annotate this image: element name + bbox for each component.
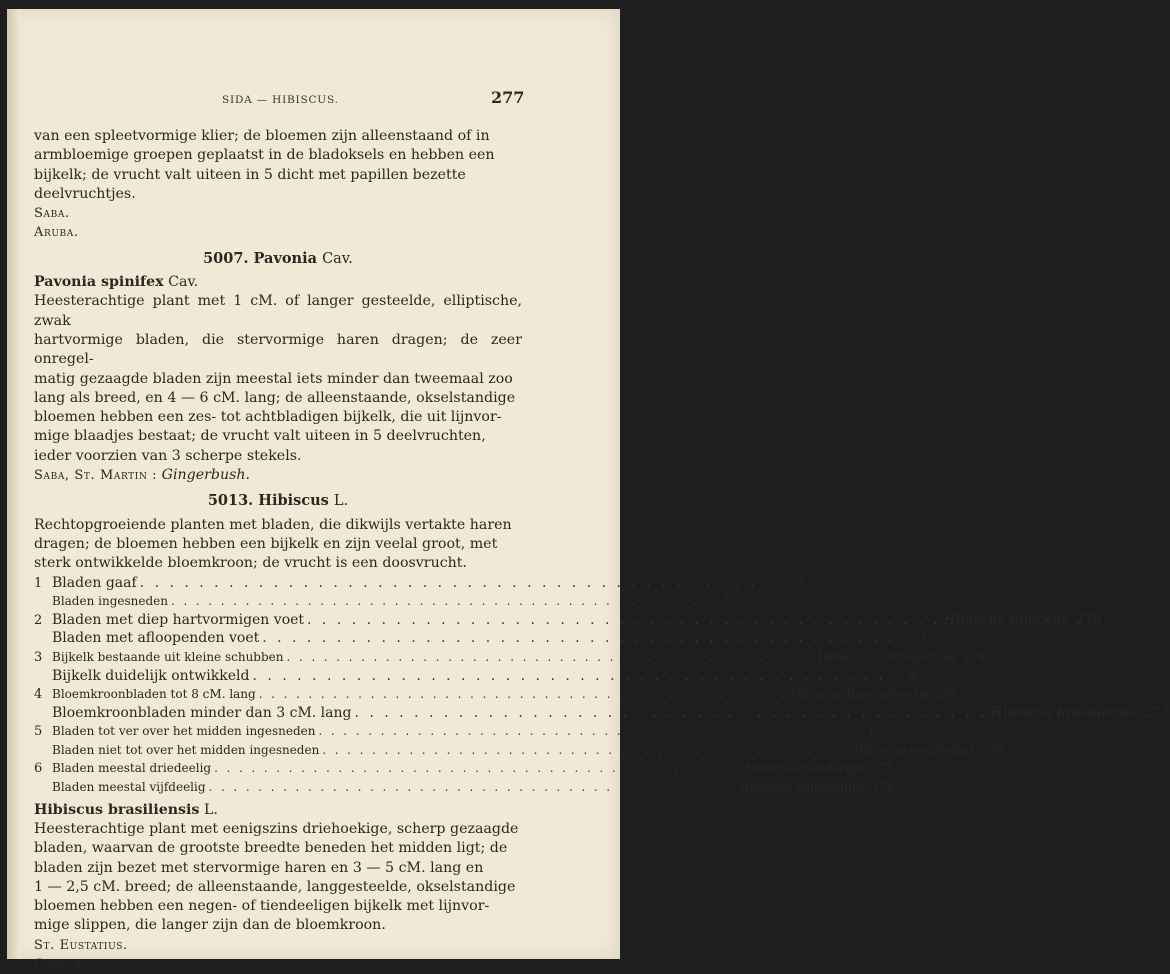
page-body (34, 127, 1170, 974)
key-lead-text: Bladen met diep hartvormigen voet (52, 611, 305, 628)
locality-text: Saba, St. Martin : (34, 468, 158, 484)
text-line: van een spleetvormige klier; de bloemen zijn alleenstaand of in (34, 128, 490, 144)
key-result-page: 278 (981, 742, 1004, 757)
key-result-page: 277 (1143, 704, 1170, 721)
species-heading-pavonia-spinifex (34, 273, 522, 292)
key-result-taxon: Hibiscus brasiliensis (990, 704, 1138, 721)
key-lead-text: Bladen ingesneden (52, 594, 168, 609)
key-dot-leader: . . . . . . . . . . . . . . . . . . . . . . . . . . . . . . . . . . . . . . . . . . . (322, 742, 851, 757)
text-line: bloemen hebben een negen- of tiendeeligen bijkelk met lijnvor- (34, 898, 490, 915)
key-result (745, 759, 893, 778)
key-result (790, 685, 958, 704)
running-title: SIDA — HIBISCUS. (222, 94, 339, 106)
key-dot-leader: . . . . . . . . . . . . . . . . . . . . . . . . . . . . . . . . . . . . . . . . . . . (318, 724, 847, 739)
species-author: Cav. (168, 274, 199, 291)
text-line: bladen, waarvan de grootste breedte beneden het midden ligt; de (34, 840, 508, 857)
text-line: lang als breed, en 4 — 6 cM. lang; de alleenstaande, okselstandige (34, 389, 516, 406)
key-result (702, 592, 730, 611)
key-couplet-number: 6 (34, 761, 43, 777)
key-result-page: 278 (934, 687, 958, 702)
key-result-page: 2 (795, 574, 804, 591)
text-line: bloemen hebben een zes- tot achtbladigen bijkelk, die uit lijnvor- (34, 409, 502, 426)
key-lead-text: Bladen niet tot over het midden ingesneden (52, 742, 320, 757)
key-dot-leader: . . . . . . . . . . . . . . . . . . . . . . . . . . . . . . . . . . . . . . . . . . . (139, 574, 773, 591)
key-result-page: 6 (870, 724, 878, 739)
key-result-taxon: Hibiscus esculentus (853, 742, 976, 757)
species-author: L. (203, 801, 218, 818)
brasiliensis-description (34, 820, 522, 936)
key-result (854, 741, 1004, 760)
locality-st-eustatius: St. Eustatius. (34, 937, 128, 953)
key-dot-leader: . . . . . . . . . . . . . . . . . . . . . . . . . . . . . . . . . . . . . . . . . . . (354, 704, 988, 721)
hibiscus-description (34, 516, 522, 574)
text-line: armbloemige groepen geplaatst in de bladoksels en hebben een (34, 147, 495, 164)
key-result (818, 648, 986, 667)
key-dot-leader: . . . . . . . . . . . . . . . . . . . . . . . . . . . . . . . . . . . . . . . . . . . (307, 611, 941, 628)
text-line: mige slippen, die langer zijn dan de bloemkroon. (34, 917, 386, 934)
key-dot-leader: . . . . . . . . . . . . . . . . . . . . . . . . . . . . . . . . . . . . . . . . . . . (262, 630, 896, 647)
key-result-page: 278 (1074, 611, 1102, 628)
genus-heading-author: Cav. (322, 250, 353, 267)
key-row (34, 741, 1004, 760)
key-result (899, 629, 927, 648)
key-lead-text: Bloemkroonbladen minder dan 3 cM. lang (52, 704, 352, 721)
key-couplet-number: 4 (34, 687, 43, 703)
text-line: Rechtopgroeiende planten met bladen, die dikwijls vertakte haren (34, 516, 512, 533)
text-line: ieder voorzien van 3 scherpe stekels. (34, 447, 302, 464)
key-dot-leader: . . . . . . . . . . . . . . . . . . . . . . . . . . . . . . . . . . . . . . . . . . . (252, 667, 886, 684)
text-line: bijkelk; de vrucht valt uiteen in 5 dicht met papillen bezette (34, 166, 466, 183)
key-result-page: 4 (907, 667, 917, 684)
key-lead-text: Bijkelk bestaande uit kleine schubben (52, 649, 284, 664)
locality-aruba: Aruba. (34, 225, 79, 241)
text-line: sterk ontwikkelde bloemkroon; de vrucht is een doosvrucht. (34, 555, 468, 572)
genus-heading-author: L. (333, 493, 349, 510)
species-heading-hibiscus-brasiliensis (34, 801, 522, 820)
key-lead-text: Bladen tot ver over het midden ingesneden (52, 724, 316, 739)
pavonia-locality (34, 466, 522, 485)
key-result-taxon: Hibiscus Rosa-sinensis (789, 687, 929, 702)
text-line: deelvruchtjes. (34, 185, 136, 202)
text-line: matig gezaagde bladen zijn meestal iets minder dan tweemaal zoo (34, 370, 513, 387)
key-row (34, 667, 917, 686)
key-result-page: 278 (962, 649, 986, 664)
text-line: bladen zijn bezet met stervormige haren en 3 — 5 cM. lang en (34, 859, 484, 876)
key-result (943, 611, 1101, 630)
key-row (34, 629, 927, 648)
pavonia-description (34, 292, 522, 466)
key-row (34, 592, 731, 611)
key-row (34, 759, 894, 778)
key-row (34, 611, 1102, 630)
key-row (34, 648, 986, 667)
key-dot-leader: . . . . . . . . . . . . . . . . . . . . . . . . . . . . . . . . . . . . . . . . . . . (286, 649, 815, 664)
key-result-page: 278 (870, 761, 894, 776)
key-result-taxon: Hibiscus cannabinus (739, 780, 866, 795)
key-result-taxon: Hibiscus Sabdariffa (745, 761, 865, 776)
key-row (34, 722, 878, 741)
key-row (34, 574, 804, 593)
key-row (34, 704, 1170, 723)
key-lead-text: Bladen meestal driedeelig (52, 761, 212, 776)
key-result-page: 5 (722, 594, 731, 609)
page-number: 277 (491, 88, 525, 107)
key-result (991, 704, 1170, 723)
identification-key (34, 574, 1170, 797)
page-gutter (7, 9, 21, 959)
locality-curacao: Curaçao. (34, 957, 95, 973)
genus-heading-number: 5007. Pavonia (203, 249, 317, 267)
key-couplet-number: 3 (34, 649, 43, 665)
key-dot-leader: . . . . . . . . . . . . . . . . . . . . . . . . . . . . . . . . . . . . . . . . . . . (258, 687, 787, 702)
key-couplet-number: 1 (34, 575, 43, 591)
genus-heading-hibiscus (34, 491, 522, 511)
vernacular-name: Gingerbush. (161, 467, 251, 484)
key-result-taxon: Hibiscus tiliaceus (943, 611, 1069, 628)
key-couplet-number: 5 (34, 724, 43, 740)
key-dot-leader: . . . . . . . . . . . . . . . . . . . . . . . . . . . . . . . . . . . . . . . . . . . (208, 780, 737, 795)
genus-heading-number: 5013. Hibiscus (207, 492, 329, 510)
text-line: dragen; de bloemen hebben een bijkelk en zijn veelal groot, met (34, 535, 498, 552)
text-line: Heesterachtige plant met 1 cM. of langer gesteelde, elliptische, zwak (34, 293, 522, 329)
key-result-page: 278 (871, 780, 895, 795)
key-lead-text: Bijkelk duidelijk ontwikkeld (52, 667, 250, 684)
key-result (740, 778, 895, 797)
genus-heading-pavonia (34, 249, 522, 269)
key-result (889, 667, 917, 686)
key-dot-leader: . . . . . . . . . . . . . . . . . . . . . . . . . . . . . . . . . . . . . . . . . . . (171, 594, 700, 609)
species-name: Hibiscus brasiliensis (34, 801, 200, 818)
key-result (776, 574, 804, 593)
key-result-taxon: Hibiscus schizopetalus (817, 649, 957, 664)
key-lead-text: Bladen meestal vijfdeelig (52, 780, 206, 795)
key-couplet-number: 2 (34, 612, 43, 628)
key-dot-leader: . . . . . . . . . . . . . . . . . . . . . . . . . . . . . . . . . . . . . . . . . . . (214, 761, 743, 776)
key-row (34, 685, 958, 704)
key-result (850, 722, 878, 741)
text-line: hartvormige bladen, die stervormige haren dragen; de zeer onregel- (34, 331, 522, 368)
text-line: mige blaadjes bestaat; de vrucht valt uiteen in 5 deelvruchten, (34, 428, 486, 445)
key-row (34, 778, 895, 797)
key-lead-text: Bladen gaaf (52, 574, 137, 591)
locality-saba: Saba. (34, 206, 70, 222)
key-lead-text: Bladen met afloopenden voet (52, 630, 260, 647)
species-name: Pavonia spinifex (34, 274, 164, 291)
key-result-page: 3 (917, 630, 927, 647)
sida-description (34, 127, 522, 204)
text-line: Heesterachtige plant met eenigszins driehoekige, scherp gezaagde (34, 820, 519, 837)
key-lead-text: Bloemkroonbladen tot 8 cM. lang (52, 687, 256, 702)
text-line: 1 — 2,5 cM. breed; de alleenstaande, langgesteelde, okselstandige (34, 878, 516, 895)
